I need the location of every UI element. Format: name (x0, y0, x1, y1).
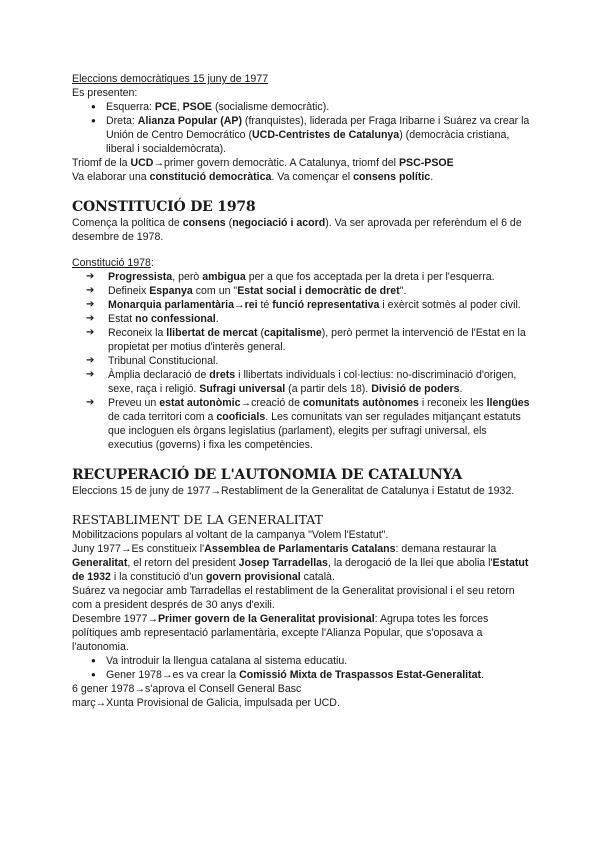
bold-term: Assemblea de Parlamentaris Catalans (204, 543, 396, 555)
bold-term: PSC-PSOE (398, 157, 454, 169)
constitucio-feature-item: ➔ Monarquia parlamentària→rei té funció representativa i exèrcit sotmès al poder civil. (72, 298, 530, 312)
bold-term: estat autonòmic (159, 397, 241, 409)
bold-term: constitució democràtica (149, 171, 272, 183)
section-constitucio (72, 198, 530, 452)
section-recuperacio (72, 466, 530, 498)
restabliment-paragraph: Mobilitzacions populars al voltant de la campanya "Volem l'Estatut". (72, 529, 389, 541)
recuperacio-heading: RECUPERACIÓ DE L'AUTONOMIA DE CATALUNYA (72, 467, 463, 483)
constitucio-heading: CONSTITUCIÓ DE 1978 (72, 199, 256, 215)
restabliment-paragraph: Suárez va negociar amb Tarradellas el restabliment de la Generalitat provisional i el seu retorn com a president després de 30 anys d'exili. (72, 585, 515, 611)
bold-term: PSOE (182, 101, 213, 113)
section-eleccions (72, 72, 530, 184)
constitucio-feature-item: ➔ Preveu un estat autonòmic→creació de comunitats autònomes i reconeix les llengües de cada territori com a cooficials. Les comunitats van ser regulades mitjançant estatuts que incloguen els òrgans legislatius (parlament), elegits per sufragi universal, els executius (governs) i fixa les competències. (72, 396, 530, 452)
constitucio-feature-item: ➔ Àmplia declaració de drets i llibertats individuals i col·lectius: no-discriminació d'origen, sexe, raça i religió. Sufragi universal (a partir dels 18). Divisió de poders. (72, 368, 530, 396)
section-restabliment (72, 512, 530, 710)
constitucio-features-list (72, 270, 530, 452)
bold-term: cooficials (216, 411, 266, 423)
bold-term: Monarquia parlamentària→rei (108, 299, 258, 311)
constitucio-feature-item: ➔ Progressista, però ambigua per a que fos acceptada per la dreta i per l'esquerra. (72, 270, 530, 284)
restabliment-after-line: 6 gener 1978→s'aprova el Consell General Basc (72, 683, 302, 695)
restabliment-paragraphs (72, 528, 530, 654)
bold-term: PCE (154, 101, 177, 113)
bold-term: Josep Tarradellas (238, 557, 328, 569)
restabliment-after-line: març→Xunta Provisional de Galicia, impulsada per UCD. (72, 697, 340, 709)
bold-term: Divisió de poders (371, 383, 460, 395)
restabliment-paragraph: Desembre 1977→Primer govern de la Generalitat provisional: Agrupa totes les forces polítiques amb representació parlamentària, excepte l'Alianza Popular, que s'oposava a l'autonomia. (72, 613, 489, 653)
bold-term: capitalisme (264, 327, 322, 339)
bold-term: Estatut de 1932 (72, 557, 529, 583)
bold-term: Sufragi universal (199, 383, 286, 395)
parties-list (72, 100, 530, 156)
constitucio-subtitle (72, 256, 530, 270)
bold-term: consens polític (353, 171, 431, 183)
bold-term: negociació i acord (232, 217, 326, 229)
constitucio-subtitle-text: Constitució 1978 (72, 257, 151, 269)
restabliment-list-item: ● Gener 1978→es va crear la Comissió Mixta de Traspassos Estat-Generalitat. (72, 668, 530, 682)
bold-term: Primer govern de la Generalitat provisional (157, 613, 375, 625)
eleccions-title: Eleccions democràtiques 15 juny de 1977 (72, 73, 269, 85)
bold-term: funció representativa (272, 299, 380, 311)
eleccions-intro: Es presenten: (72, 87, 138, 99)
constitucio-intro: Comença la política de consens (negociació i acord). Va ser aprovada per referèndum el 6 de desembre de 1978. (72, 217, 522, 243)
restabliment-list (72, 654, 530, 682)
bold-term: Alianza Popular (AP) (137, 115, 242, 127)
bold-term: govern provisional (205, 571, 301, 583)
bold-term: llibertat de mercat (166, 327, 258, 339)
recuperacio-intro: Eleccions 15 de juny de 1977→Restabliment de la Generalitat de Catalunya i Estatut de 1932. (72, 485, 515, 497)
bold-term: consens (182, 217, 226, 229)
restabliment-list-item: ● Va introduir la llengua catalana al sistema educatiu. (72, 654, 530, 668)
eleccions-result-line: Va elaborar una constitució democràtica. Va començar el consens polític. (72, 171, 434, 183)
constitucio-feature-item: ➔ Estat no confessional. (72, 312, 530, 326)
bold-term: UCD-Centristes de Catalunya (252, 129, 400, 141)
bold-term: Comissió Mixta de Traspassos Estat-Generalitat (239, 669, 482, 681)
bold-term: UCD (130, 157, 154, 169)
parties-list-item: ● Esquerra: PCE, PSOE (socialisme democràtic). (72, 100, 530, 114)
eleccions-results (72, 156, 530, 184)
bold-term: drets (209, 369, 236, 381)
bold-term: Espanya (149, 285, 193, 297)
bold-term: Estat social i democràtic de dret (237, 285, 400, 297)
bold-term: llengües (486, 397, 530, 409)
bold-term: Progressista (108, 271, 173, 283)
constitucio-feature-item: ➔ Reconeix la llibertat de mercat (capitalisme), però permet la intervenció de l'Estat en la propietat per motius d'interès general. (72, 326, 530, 354)
bold-term: comunitats autònomes (302, 397, 419, 409)
bold-term: no confessional (135, 313, 216, 325)
parties-list-item: ● Dreta: Alianza Popular (AP) (franquistes), liderada per Fraga Iribarne i Suárez va crear la Unión de Centro Democrático (UCD-Centristes de Catalunya) (democràcia cristiana, liberal i socialdemòcrata). (72, 114, 530, 156)
constitucio-feature-item: ➔ Defineix Espanya com un "Estat social i democràtic de dret". (72, 284, 530, 298)
bold-term: Generalitat (72, 557, 128, 569)
bold-term: ambigua (202, 271, 246, 283)
constitucio-feature-item: ➔ Tribunal Constitucional. (72, 354, 530, 368)
restabliment-heading: RESTABLIMENT DE LA GENERALITAT (72, 512, 323, 527)
restabliment-after (72, 682, 530, 710)
restabliment-paragraph: Juny 1977→Es constitueix l'Assemblea de Parlamentaris Catalans: demana restaurar la Generalitat, el retorn del president Josep Tarradellas, la derogació de la llei que abolia l'Estatut de 1932 i la constitució d'un govern provisional català. (72, 543, 529, 583)
eleccions-result-line: Triomf de la UCD→primer govern democràtic. A Catalunya, triomf del PSC-PSOE (72, 157, 454, 169)
constitucio-subtitle-colon: : (150, 257, 154, 269)
